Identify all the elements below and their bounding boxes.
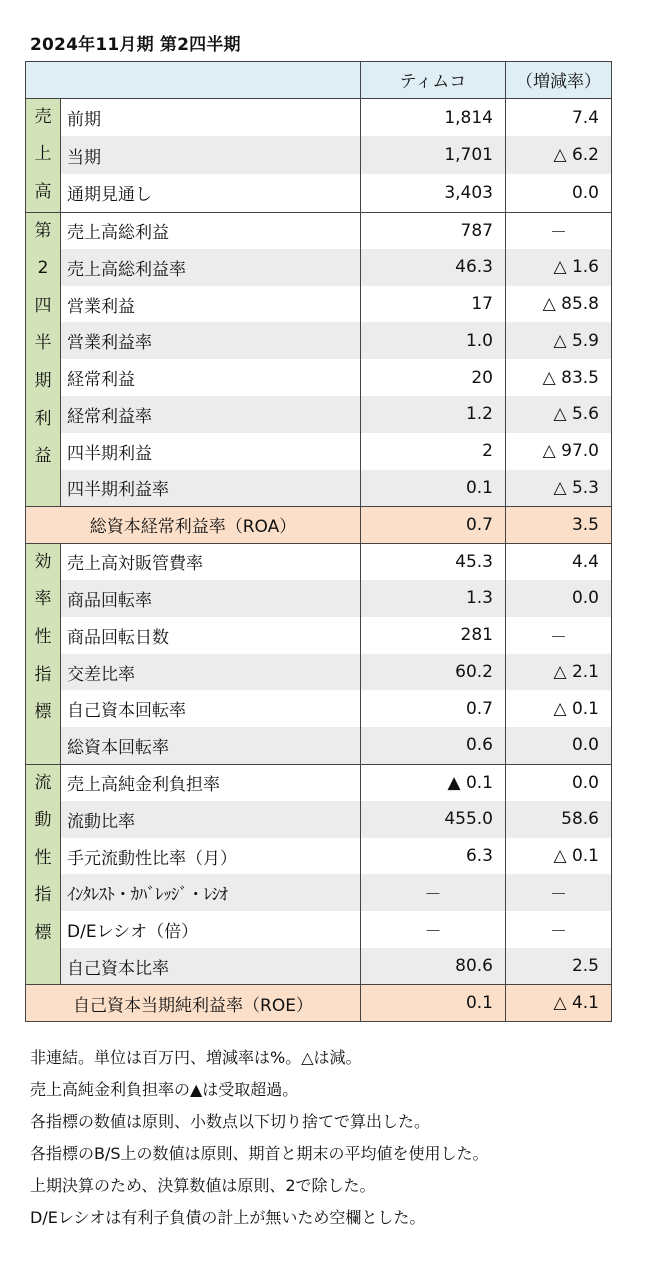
category-char: 四: [34, 295, 52, 316]
row-change: －: [506, 212, 612, 249]
row-change: △ 1.6: [506, 249, 612, 286]
category-char: 性: [34, 626, 52, 647]
roe-value: 0.1: [361, 985, 506, 1022]
row-value: 0.7: [361, 690, 506, 727]
table-row: [26, 801, 612, 838]
row-value: 1,814: [361, 98, 506, 136]
table-row: [26, 580, 612, 617]
category-char: 動: [34, 810, 52, 831]
category-char: 効: [34, 551, 52, 572]
table-row: [26, 690, 612, 727]
row-change: 0.0: [506, 727, 612, 764]
header-blank: [26, 62, 361, 99]
category-char: 性: [34, 847, 52, 868]
header-row: [26, 62, 612, 99]
row-change: 0.0: [506, 580, 612, 617]
table-row: [26, 359, 612, 396]
row-value: 1,701: [361, 136, 506, 174]
category-char: 率: [34, 589, 52, 610]
category-char: 指: [34, 885, 52, 906]
roa-change: 3.5: [506, 506, 612, 543]
row-change: 2.5: [506, 948, 612, 985]
row-label: ｲﾝﾀﾚｽﾄ・ｶﾊﾞﾚｯｼﾞ・ﾚｼｵ: [61, 874, 361, 911]
row-value: 46.3: [361, 249, 506, 286]
row-label: 手元流動性比率（月）: [61, 838, 361, 875]
category-cell: [26, 543, 61, 764]
row-label: D/Eレシオ（倍）: [61, 911, 361, 948]
row-value: ▲ 0.1: [361, 764, 506, 801]
row-label: 四半期利益率: [61, 470, 361, 507]
row-value: 1.0: [361, 322, 506, 359]
table-row: [26, 948, 612, 985]
note-line: 非連結。単位は百万円、増減率は%。△は減。: [30, 1048, 362, 1067]
row-value: －: [361, 874, 506, 911]
table-row: [26, 543, 612, 580]
row-value: 45.3: [361, 543, 506, 580]
row-label: 流動比率: [61, 801, 361, 838]
row-change: △ 0.1: [506, 690, 612, 727]
note-line: 売上高純金利負担率の▲は受取超過。: [30, 1080, 299, 1099]
row-label: 四半期利益: [61, 433, 361, 470]
table-row: [26, 764, 612, 801]
row-value: 80.6: [361, 948, 506, 985]
table-row: [26, 322, 612, 359]
row-change: △ 85.8: [506, 286, 612, 323]
table-row: [26, 654, 612, 691]
row-label: 経常利益: [61, 359, 361, 396]
category-char: 益: [34, 446, 52, 467]
table-row: [26, 136, 612, 174]
row-change: 58.6: [506, 801, 612, 838]
row-value: －: [361, 911, 506, 948]
note-line: 各指標の数値は原則、小数点以下切り捨てで算出した。: [30, 1112, 431, 1131]
row-value: 3,403: [361, 174, 506, 212]
row-value: 2: [361, 433, 506, 470]
table-row: [26, 727, 612, 764]
note-line: 上期決算のため、決算数値は原則、2で除した。: [30, 1176, 376, 1195]
table-row: [26, 249, 612, 286]
row-change: △ 6.2: [506, 136, 612, 174]
row-change: △ 5.9: [506, 322, 612, 359]
row-value: 1.3: [361, 580, 506, 617]
table-row: [26, 617, 612, 654]
table-row: [26, 174, 612, 212]
row-value: 787: [361, 212, 506, 249]
row-label: 売上高総利益: [61, 212, 361, 249]
row-label: 営業利益率: [61, 322, 361, 359]
page-title: 2024年11月期 第2四半期: [30, 35, 241, 55]
table-row: [26, 286, 612, 323]
notes: [30, 1042, 650, 1234]
category-char: 指: [34, 664, 52, 685]
row-label: 前期: [61, 98, 361, 136]
row-change: －: [506, 617, 612, 654]
row-label: 経常利益率: [61, 396, 361, 433]
category-char: 流: [34, 772, 52, 793]
category-char: 利: [34, 408, 52, 429]
row-change: 7.4: [506, 98, 612, 136]
row-change: 4.4: [506, 543, 612, 580]
row-label: 商品回転率: [61, 580, 361, 617]
category-char: 半: [34, 333, 52, 354]
category-char: 2: [37, 258, 49, 279]
category-label: [26, 544, 60, 732]
table-row: [26, 396, 612, 433]
roa-value: 0.7: [361, 506, 506, 543]
table-row: [26, 212, 612, 249]
row-change: △ 2.1: [506, 654, 612, 691]
category-label: [26, 765, 60, 953]
row-change: △ 5.3: [506, 470, 612, 507]
category-char: 上: [34, 144, 52, 165]
row-value: 20: [361, 359, 506, 396]
row-label: 売上高純金利負担率: [61, 764, 361, 801]
header-change: （増減率）: [506, 62, 612, 99]
table-row: [26, 433, 612, 470]
financial-table: [25, 61, 612, 1022]
row-label: 自己資本回転率: [61, 690, 361, 727]
category-char: 売: [34, 106, 52, 127]
note-line: D/Eレシオは有利子負債の計上が無いため空欄とした。: [30, 1208, 426, 1227]
row-label: 売上高総利益率: [61, 249, 361, 286]
table-row: [26, 911, 612, 948]
row-label: 商品回転日数: [61, 617, 361, 654]
row-change: 0.0: [506, 764, 612, 801]
category-label: [26, 99, 60, 212]
roe-row: [26, 985, 612, 1022]
roe-label: 自己資本当期純利益率（ROE）: [26, 985, 361, 1022]
table-row: [26, 98, 612, 136]
row-change: －: [506, 874, 612, 911]
category-cell: [26, 764, 61, 985]
row-value: 1.2: [361, 396, 506, 433]
table-row: [26, 470, 612, 507]
row-change: 0.0: [506, 174, 612, 212]
row-change: －: [506, 911, 612, 948]
table-row: [26, 874, 612, 911]
row-value: 6.3: [361, 838, 506, 875]
row-change: △ 97.0: [506, 433, 612, 470]
table-row: [26, 838, 612, 875]
category-label: [26, 213, 60, 476]
category-char: 標: [34, 922, 52, 943]
row-change: △ 83.5: [506, 359, 612, 396]
row-label: 売上高対販管費率: [61, 543, 361, 580]
row-label: 自己資本比率: [61, 948, 361, 985]
row-value: 17: [361, 286, 506, 323]
row-label: 総資本回転率: [61, 727, 361, 764]
row-label: 通期見通し: [61, 174, 361, 212]
category-char: 期: [34, 370, 52, 391]
row-change: △ 5.6: [506, 396, 612, 433]
row-value: 0.1: [361, 470, 506, 507]
row-value: 60.2: [361, 654, 506, 691]
roa-row: [26, 506, 612, 543]
roa-label: 総資本経常利益率（ROA）: [26, 506, 361, 543]
category-char: 標: [34, 702, 52, 723]
category-cell: [26, 98, 61, 212]
category-char: 高: [34, 181, 52, 202]
row-value: 281: [361, 617, 506, 654]
note-line: 各指標のB/S上の数値は原則、期首と期末の平均値を使用した。: [30, 1144, 489, 1163]
row-change: △ 0.1: [506, 838, 612, 875]
row-label: 営業利益: [61, 286, 361, 323]
roe-change: △ 4.1: [506, 985, 612, 1022]
row-value: 455.0: [361, 801, 506, 838]
category-cell: [26, 212, 61, 506]
category-char: 第: [34, 220, 52, 241]
row-value: 0.6: [361, 727, 506, 764]
row-label: 交差比率: [61, 654, 361, 691]
row-label: 当期: [61, 136, 361, 174]
header-company: ティムコ: [361, 62, 506, 99]
